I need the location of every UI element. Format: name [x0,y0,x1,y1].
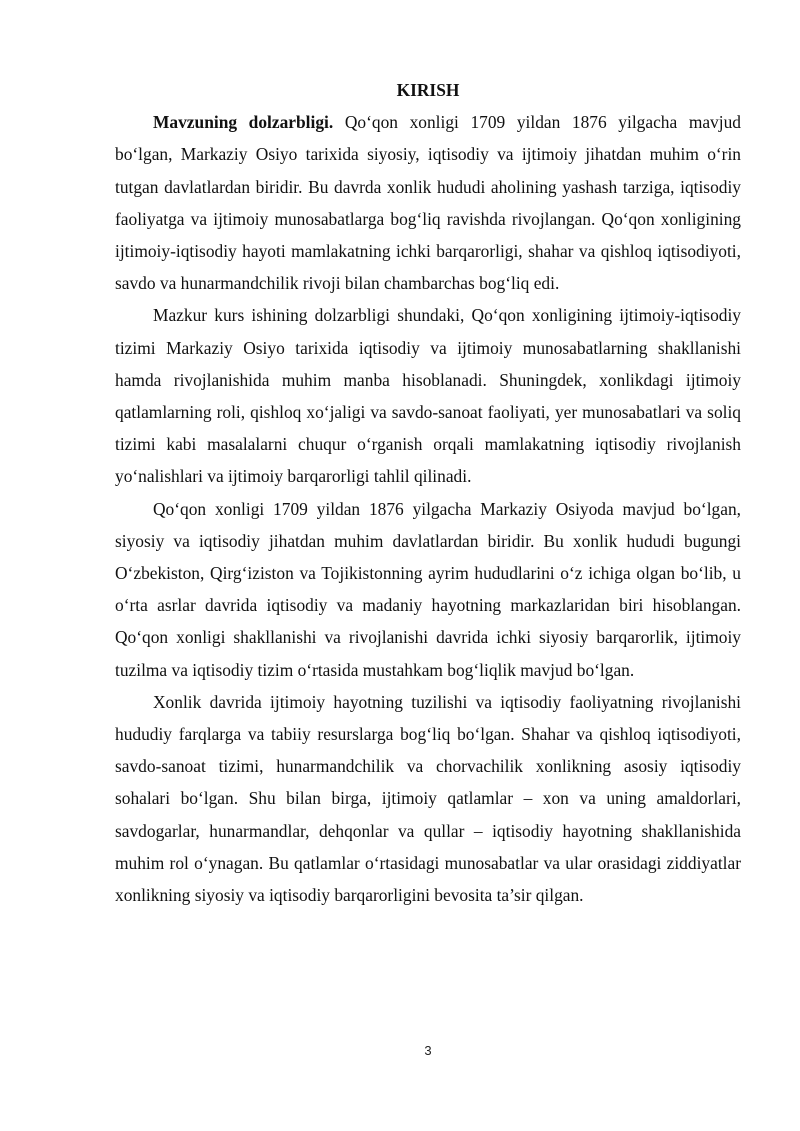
page-number: 3 [424,1043,432,1058]
paragraph-lead: Mavzuning dolzarbligi. [153,112,334,133]
document-page [115,74,741,911]
section-heading: KIRISH [396,80,460,100]
paragraph-relevance [115,106,741,299]
paragraph-text: Mazkur kurs ishining dolzarbligi shundaki, Qo‘qon xonligining ijtimoiy-iqtisodiy tizimi Markaziy Osiyo tarixida iqtisodiy va ijtimoiy munosabatlarning shakllanishi hamda rivojlanishida muhim manba hisoblanadi. Shuningdek, xonlikdagi ijtimoiy qatlamlarning roli, qishloq xo‘jaligi va savdo-sanoat faoliyati, yer munosabatlari va soliq tizimi kabi masalalarni chuqur o‘rganish orqali mamlakatning iqtisodiy rivojlanish yo‘nalishlari va ijtimoiy barqarorligi tahlil qilinadi. [115,305,741,487]
paragraph-text: Qo‘qon xonligi 1709 yildan 1876 yilgacha mavjud bo‘lgan, Markaziy Osiyo tarixida siyosiy, iqtisodiy va ijtimoiy jihatdan muhim o‘rin tutgan davlatlardan biridir. Bu davrda xonlik hududi aholining yashash tarziga, iqtisodiy faoliyatga va ijtimoiy munosabatlarga bog‘liq ravishda rivojlangan. Qo‘qon xonligining ijtimoiy-iqtisodiy hayoti mamlakatning ichki barqarorligi, shahar va qishloq iqtisodiyoti, savdo va hunarmandchilik rivoji bilan chambarchas bog‘liq edi. [115,112,741,294]
paragraph-social-economic [115,686,741,911]
paragraph-text: Qo‘qon xonligi 1709 yildan 1876 yilgacha Markaziy Osiyoda mavjud bo‘lgan, siyosiy va iqtisodiy jihatdan muhim davlatlardan biridir. Bu xonlik hududi bugungi O‘zbekiston, Qirg‘iziston va Tojikistonning ayrim hududlarini o‘z ichiga olgan bo‘lib, u o‘rta asrlar davrida iqtisodiy va madaniy hayotning markazlaridan biri hisoblangan. Qo‘qon xonligi shakllanishi va rivojlanishi davrida ichki siyosiy barqarorlik, ijtimoiy tuzilma va iqtisodiy tizim o‘rtasida mustahkam bog‘liqlik mavjud bo‘lgan. [115,498,741,680]
paragraph-text: Xonlik davrida ijtimoiy hayotning tuzilishi va iqtisodiy faoliyatning rivojlanishi hududiy farqlarga va tabiiy resurslarga bog‘liq bo‘lgan. Shahar va qishloq iqtisodiyoti, savdo-sanoat tizimi, hunarmandchilik va chorvachilik xonlikning asosiy iqtisodiy sohalari bo‘lgan. Shu bilan birga, ijtimoiy qatlamlar – xon va uning amaldorlari, savdogarlar, hunarmandlar, dehqonlar va qullar – iqtisodiy hayotning shakllanishida muhim rol o‘ynagan. Bu qatlamlar o‘rtasidagi munosabatlar va ular orasidagi ziddiyatlar xonlikning siyosiy va iqtisodiy barqarorligini bevosita ta’sir qilgan. [115,691,741,906]
paragraph-course-relevance [115,299,741,492]
paragraph-khanate-overview [115,493,741,686]
